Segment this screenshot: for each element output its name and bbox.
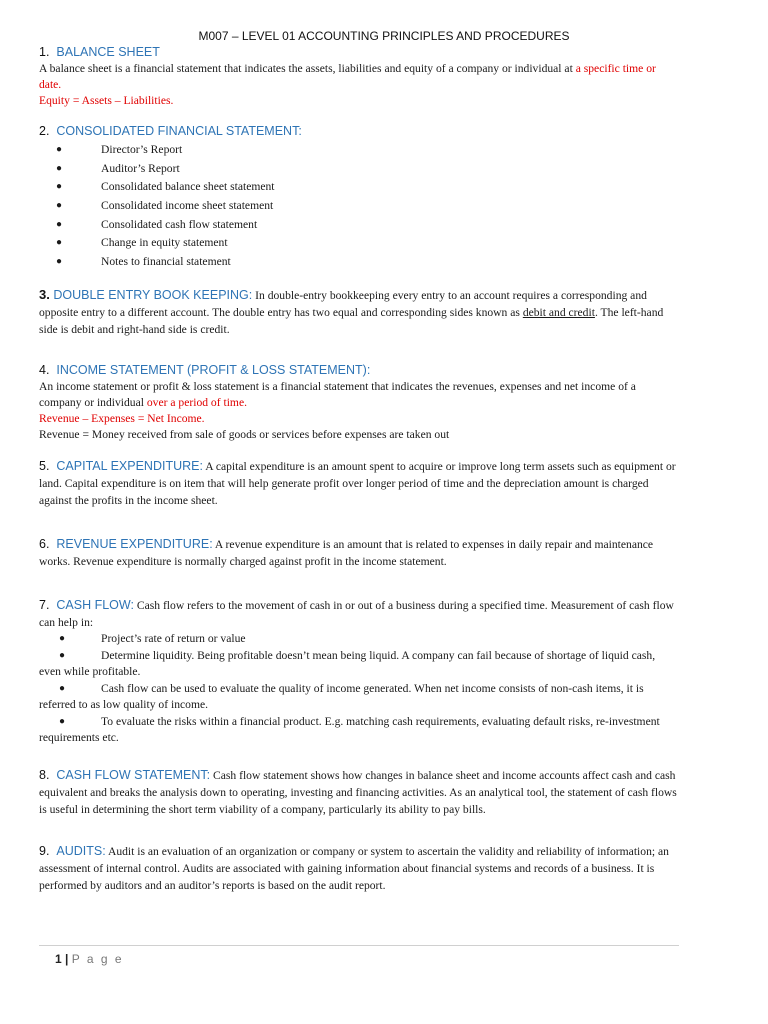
document-title: M007 – LEVEL 01 ACCOUNTING PRINCIPLES AND PROCEDURES: [198, 29, 570, 43]
section-capital-expenditure: [39, 458, 679, 509]
list-item: ● To evaluate the risks within a financial product. E.g. matching cash requirements, evaluating default risks, re-investment requirements etc.: [39, 715, 660, 744]
section-cash-flow: [39, 597, 679, 747]
section-body: A balance sheet is a financial statement that indicates the assets, liabilities and equity of a company or individual at a specific time or date.: [39, 62, 656, 91]
section-label: CAPITAL EXPENDITURE:: [56, 459, 203, 473]
list-item: ● Director’s Report: [39, 141, 679, 160]
bullet-icon: ●: [56, 181, 63, 193]
section-label: CASH FLOW STATEMENT:: [56, 768, 211, 782]
section-heading: 1. BALANCE SHEET: [39, 45, 160, 59]
section-label: REVENUE EXPENDITURE:: [56, 537, 213, 551]
bullet-list: [39, 631, 679, 746]
formula-text: Equity = Assets – Liabilities.: [39, 94, 174, 107]
section-label: INCOME STATEMENT (PROFIT & LOSS STATEMENT):: [56, 363, 371, 377]
list-item: ● Notes to financial statement: [39, 253, 679, 272]
section-label: CONSOLIDATED FINANCIAL STATEMENT:: [56, 124, 302, 138]
section-heading: 4. INCOME STATEMENT (PROFIT & LOSS STATEMENT):: [39, 363, 371, 377]
list-item: ● Cash flow can be used to evaluate the quality of income generated. When net income consists of non-cash items, it is referred to as low quality of income.: [39, 682, 644, 711]
section-consolidated-statement: [39, 123, 679, 272]
section-cash-flow-statement: [39, 767, 679, 818]
bullet-icon: ●: [59, 633, 66, 644]
section-income-statement: [39, 362, 679, 443]
bullet-icon: ●: [59, 716, 66, 727]
footer-divider: [39, 945, 679, 946]
bullet-icon: ●: [56, 144, 63, 155]
section-paragraph: 9. AUDITS: Audit is an evaluation of an organization or company or system to ascertain the validity and reliability of information; an assessment of internal control. Audits are associated with gaining information about financial systems and records of a business. It is performed by auditors and an auditor’s reports is based on the audit report.: [39, 844, 669, 892]
section-audits: [39, 843, 679, 894]
section-paragraph: 6. REVENUE EXPENDITURE: A revenue expenditure is an amount that is related to expenses in daily repair and maintenance works. Revenue expenditure is normally charged against profit in the income statement.: [39, 537, 654, 568]
bullet-icon: ●: [56, 256, 63, 268]
bullet-icon: ●: [59, 683, 66, 694]
bullet-icon: ●: [56, 200, 63, 212]
section-label: BALANCE SHEET: [56, 45, 160, 59]
bullet-icon: ●: [56, 162, 63, 174]
note-text: Revenue = Money received from sale of goods or services before expenses are taken out: [39, 428, 450, 441]
section-heading: 2. CONSOLIDATED FINANCIAL STATEMENT:: [39, 124, 302, 138]
section-label: CASH FLOW:: [56, 598, 134, 612]
section-paragraph: 5. CAPITAL EXPENDITURE: A capital expenditure is an amount spent to acquire or improve long term assets such as equipment or land. Capital expenditure is on item that will help generate profit over longer period of time and the depreciation amount is charged against the profits in the income sheet.: [39, 459, 676, 507]
debit-credit-link[interactable]: debit and credit: [522, 306, 595, 319]
section-double-entry: [39, 286, 679, 338]
section-balance-sheet: [39, 44, 679, 109]
page-number: 1: [55, 952, 62, 966]
list-item: ● Auditor’s Report: [39, 160, 679, 179]
section-paragraph: 8. CASH FLOW STATEMENT: Cash flow statement shows how changes in balance sheet and income accounts affect cash and cash equivalent and breaks the analysis down to operating, investing and financing activities. As an analytical tool, the statement of cash flows is useful in determining the short term viability of a company, particularly its ability to pay bills.: [39, 768, 677, 816]
list-item: ● Change in equity statement: [39, 234, 679, 253]
section-body: An income statement or profit & loss statement is a financial statement that indicates the revenues, expenses and net income of a company or individual over a period of time.: [39, 380, 636, 409]
list-item: ● Determine liquidity. Being profitable doesn’t mean being liquid. A company can fail because of shortage of liquid cash, even while profitable.: [39, 649, 656, 678]
section-revenue-expenditure: [39, 536, 679, 570]
section-paragraph: 7. CASH FLOW: Cash flow refers to the movement of cash in or out of a business during a specified time. Measurement of cash flow can help in:: [39, 598, 674, 629]
section-label: AUDITS:: [56, 844, 106, 858]
highlight-text: over a period of time.: [146, 396, 247, 409]
list-item: ● Project’s rate of return or value: [59, 632, 246, 645]
list-item: ● Consolidated cash flow statement: [39, 216, 679, 235]
section-label: DOUBLE ENTRY BOOK KEEPING:: [53, 288, 253, 302]
section-paragraph: 3. DOUBLE ENTRY BOOK KEEPING: In double-entry bookkeeping every entry to an account requires a corresponding and opposite entry to a different account. The double entry has two equal and corresponding sides known as debit and credit. The left-hand side is debit and right-hand side is credit.: [39, 287, 664, 336]
formula-text: Revenue – Expenses = Net Income.: [39, 412, 205, 425]
list-item: ● Consolidated income sheet statement: [39, 197, 679, 216]
bullet-icon: ●: [56, 237, 63, 249]
page-footer: 1 | P a g e: [55, 952, 124, 966]
bullet-icon: ●: [56, 218, 63, 230]
bullet-list: [39, 141, 679, 272]
bullet-icon: ●: [59, 650, 66, 661]
highlight-text: a specific time or date.: [39, 62, 656, 91]
list-item: ● Consolidated balance sheet statement: [39, 178, 679, 197]
page-word: P a g e: [71, 952, 124, 966]
